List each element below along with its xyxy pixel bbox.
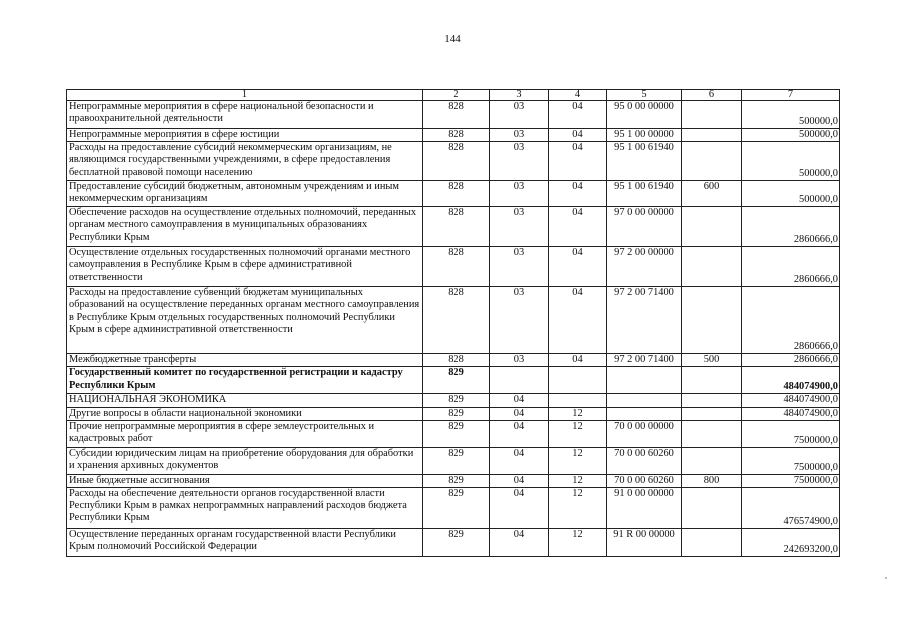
table-row <box>67 101 840 129</box>
section-code-cell: 04 <box>490 447 549 474</box>
subsection-code-cell: 12 <box>549 420 607 447</box>
subsection-code-cell: 12 <box>549 447 607 474</box>
amount-cell: 2860666,0 <box>742 207 840 247</box>
section-code-cell: 03 <box>490 207 549 247</box>
section-code-cell: 04 <box>490 420 549 447</box>
expense-type-cell <box>682 142 742 181</box>
table-row <box>67 420 840 447</box>
subsection-code-cell: 12 <box>549 474 607 487</box>
section-code-cell: 03 <box>490 247 549 287</box>
subsection-code-cell: 12 <box>549 407 607 420</box>
expense-name-cell: Субсидии юридическим лицам на приобретение оборудования для обработки и хранения архивных документов <box>67 447 423 474</box>
subsection-code-cell: 04 <box>549 142 607 181</box>
expense-name-cell: Осуществление отдельных государственных полномочий органами местного самоуправления в Республике Крым в сфере административной ответственности <box>67 247 423 287</box>
expense-type-cell <box>682 488 742 529</box>
subsection-code-cell: 04 <box>549 287 607 354</box>
amount-cell: 2860666,0 <box>742 354 840 367</box>
subsection-code-cell: 04 <box>549 181 607 207</box>
target-article-cell: 70 0 00 00000 <box>607 420 682 447</box>
scan-speck <box>885 577 887 579</box>
expense-name-cell: НАЦИОНАЛЬНАЯ ЭКОНОМИКА <box>67 394 423 407</box>
target-article-cell: 97 2 00 71400 <box>607 354 682 367</box>
expense-type-cell <box>682 447 742 474</box>
column-number: 3 <box>490 90 549 101</box>
table-row <box>67 129 840 142</box>
section-code-cell: 04 <box>490 407 549 420</box>
page-number: 144 <box>444 33 461 45</box>
column-number-row <box>67 90 840 101</box>
table-row <box>67 247 840 287</box>
expense-name-cell: Непрограммные мероприятия в сфере национальной безопасности и правоохранительной деятельности <box>67 101 423 129</box>
table-row <box>67 181 840 207</box>
subsection-code-cell <box>549 367 607 394</box>
expense-name-cell: Обеспечение расходов на осуществление отдельных полномочий, переданных органам местного самоуправления в муниципальных образованиях Республики Крым <box>67 207 423 247</box>
table-row <box>67 447 840 474</box>
amount-cell: 2860666,0 <box>742 247 840 287</box>
column-number: 4 <box>549 90 607 101</box>
expense-name-cell: Осуществление переданных органам государственной власти Республики Крым полномочий Российской Федерации <box>67 529 423 557</box>
department-code-cell: 829 <box>423 447 490 474</box>
amount-cell: 7500000,0 <box>742 474 840 487</box>
expense-name-cell: Прочие непрограммные мероприятия в сфере землеустроительных и кадастровых работ <box>67 420 423 447</box>
department-code-cell: 828 <box>423 181 490 207</box>
column-number: 1 <box>67 90 423 101</box>
expense-name-cell: Предоставление субсидий бюджетным, автономным учреждениям и иным некоммерческим организациям <box>67 181 423 207</box>
section-code-cell: 03 <box>490 129 549 142</box>
expense-type-cell: 800 <box>682 474 742 487</box>
section-code-cell: 04 <box>490 488 549 529</box>
column-number: 2 <box>423 90 490 101</box>
target-article-cell: 97 2 00 00000 <box>607 247 682 287</box>
expense-name-cell: Межбюджетные трансферты <box>67 354 423 367</box>
section-code-cell: 04 <box>490 474 549 487</box>
amount-cell: 242693200,0 <box>742 529 840 557</box>
table-row <box>67 142 840 181</box>
table-row <box>67 529 840 557</box>
amount-cell: 7500000,0 <box>742 447 840 474</box>
target-article-cell: 95 0 00 00000 <box>607 101 682 129</box>
amount-cell: 484074900,0 <box>742 407 840 420</box>
expense-type-cell <box>682 420 742 447</box>
expense-name-cell: Иные бюджетные ассигнования <box>67 474 423 487</box>
expense-type-cell <box>682 207 742 247</box>
expense-type-cell <box>682 129 742 142</box>
subsection-code-cell: 04 <box>549 101 607 129</box>
table-row <box>67 287 840 354</box>
expense-name-cell: Непрограммные мероприятия в сфере юстиции <box>67 129 423 142</box>
section-code-cell: 03 <box>490 181 549 207</box>
expense-type-cell <box>682 287 742 354</box>
table-row <box>67 394 840 407</box>
table-row <box>67 367 840 394</box>
amount-cell: 476574900,0 <box>742 488 840 529</box>
department-code-cell: 829 <box>423 529 490 557</box>
expense-name-cell: Государственный комитет по государственной регистрации и кадастру Республики Крым <box>67 367 423 394</box>
budget-table <box>66 89 840 557</box>
target-article-cell: 95 1 00 61940 <box>607 142 682 181</box>
table-row <box>67 488 840 529</box>
target-article-cell: 97 0 00 00000 <box>607 207 682 247</box>
target-article-cell <box>607 394 682 407</box>
expense-type-cell <box>682 407 742 420</box>
target-article-cell: 95 1 00 61940 <box>607 181 682 207</box>
expense-name-cell: Другие вопросы в области национальной экономики <box>67 407 423 420</box>
table-row <box>67 474 840 487</box>
expense-type-cell <box>682 101 742 129</box>
expense-type-cell <box>682 529 742 557</box>
amount-cell: 7500000,0 <box>742 420 840 447</box>
expense-name-cell: Расходы на предоставление субвенций бюджетам муниципальных образований на осуществление переданных органам местного самоуправления в Республике Крым отдельных государственных полномочий Республики Крым в сфере административной ответственности <box>67 287 423 354</box>
section-code-cell: 03 <box>490 101 549 129</box>
department-code-cell: 829 <box>423 420 490 447</box>
department-code-cell: 828 <box>423 129 490 142</box>
section-code-cell: 03 <box>490 142 549 181</box>
target-article-cell: 70 0 00 60260 <box>607 474 682 487</box>
amount-cell: 484074900,0 <box>742 394 840 407</box>
expense-type-cell <box>682 367 742 394</box>
department-code-cell: 829 <box>423 488 490 529</box>
target-article-cell: 91 R 00 00000 <box>607 529 682 557</box>
table-row <box>67 407 840 420</box>
target-article-cell: 97 2 00 71400 <box>607 287 682 354</box>
department-code-cell: 829 <box>423 474 490 487</box>
table-row <box>67 207 840 247</box>
section-code-cell <box>490 367 549 394</box>
expense-type-cell: 500 <box>682 354 742 367</box>
target-article-cell <box>607 407 682 420</box>
target-article-cell <box>607 367 682 394</box>
amount-cell: 484074900,0 <box>742 367 840 394</box>
table-row <box>67 354 840 367</box>
department-code-cell: 828 <box>423 142 490 181</box>
department-code-cell: 829 <box>423 407 490 420</box>
expense-type-cell <box>682 394 742 407</box>
expense-name-cell: Расходы на предоставление субсидий некоммерческим организациям, не являющимся государственными учреждениями, в сфере предоставления бесплатной правовой помощи населению <box>67 142 423 181</box>
department-code-cell: 828 <box>423 247 490 287</box>
column-number: 5 <box>607 90 682 101</box>
amount-cell: 500000,0 <box>742 129 840 142</box>
column-number: 7 <box>742 90 840 101</box>
subsection-code-cell: 04 <box>549 207 607 247</box>
subsection-code-cell: 04 <box>549 129 607 142</box>
department-code-cell: 828 <box>423 354 490 367</box>
department-code-cell: 828 <box>423 287 490 354</box>
section-code-cell: 03 <box>490 287 549 354</box>
amount-cell: 2860666,0 <box>742 287 840 354</box>
department-code-cell: 828 <box>423 207 490 247</box>
subsection-code-cell: 04 <box>549 247 607 287</box>
expense-type-cell: 600 <box>682 181 742 207</box>
department-code-cell: 829 <box>423 367 490 394</box>
department-code-cell: 828 <box>423 101 490 129</box>
target-article-cell: 70 0 00 60260 <box>607 447 682 474</box>
subsection-code-cell: 12 <box>549 488 607 529</box>
column-number: 6 <box>682 90 742 101</box>
amount-cell: 500000,0 <box>742 142 840 181</box>
section-code-cell: 04 <box>490 394 549 407</box>
amount-cell: 500000,0 <box>742 181 840 207</box>
expense-name-cell: Расходы на обеспечение деятельности органов государственной власти Республики Крым в рамках непрограммных направлений расходов бюджета Республики Крым <box>67 488 423 529</box>
expense-type-cell <box>682 247 742 287</box>
subsection-code-cell <box>549 394 607 407</box>
subsection-code-cell: 04 <box>549 354 607 367</box>
department-code-cell: 829 <box>423 394 490 407</box>
target-article-cell: 95 1 00 00000 <box>607 129 682 142</box>
target-article-cell: 91 0 00 00000 <box>607 488 682 529</box>
subsection-code-cell: 12 <box>549 529 607 557</box>
section-code-cell: 03 <box>490 354 549 367</box>
amount-cell: 500000,0 <box>742 101 840 129</box>
section-code-cell: 04 <box>490 529 549 557</box>
